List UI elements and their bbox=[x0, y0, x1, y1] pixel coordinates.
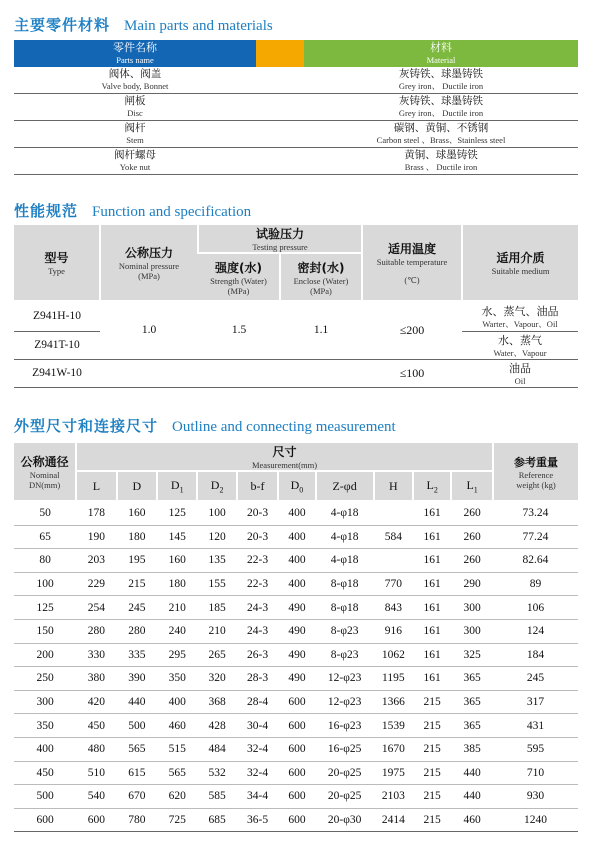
type-cell: Z941T-10 bbox=[14, 331, 100, 359]
table-cell: 20-3 bbox=[237, 501, 278, 525]
table-cell: 20-3 bbox=[237, 525, 278, 549]
title-zh: 外型尺寸和连接尺寸 bbox=[14, 417, 159, 435]
table-cell: 34-4 bbox=[237, 785, 278, 809]
header-parts-en: Parts name bbox=[116, 55, 154, 65]
part-name-zh: 阀杆 bbox=[124, 122, 146, 134]
table-cell: 480 bbox=[76, 737, 116, 761]
table-cell bbox=[374, 549, 413, 573]
table-cell: 400 bbox=[278, 572, 315, 596]
table-cell: 20-φ25 bbox=[316, 761, 374, 785]
table-cell: 260 bbox=[451, 501, 493, 525]
table-cell: 180 bbox=[157, 572, 197, 596]
table-cell: 335 bbox=[117, 643, 157, 667]
table-cell: 484 bbox=[197, 737, 236, 761]
table-cell: 584 bbox=[374, 525, 413, 549]
table-cell: 16-φ25 bbox=[316, 737, 374, 761]
table-cell: 28-3 bbox=[237, 667, 278, 691]
temperature-cell: ≤200 bbox=[362, 301, 462, 359]
table-cell: 4-φ18 bbox=[316, 549, 374, 573]
materials-table bbox=[14, 40, 578, 175]
section-title-dimensions bbox=[14, 415, 396, 436]
enclose-cell: 1.1 bbox=[280, 301, 362, 359]
table-cell: 203 bbox=[76, 549, 116, 573]
header-dn: 公称通径 Nominal DN(mm) bbox=[14, 443, 76, 501]
table-cell: 89 bbox=[493, 572, 578, 596]
table-cell: 930 bbox=[493, 785, 578, 809]
header-measurement: 尺寸 Measurement(mm) bbox=[76, 443, 493, 471]
table-cell: 1195 bbox=[374, 667, 413, 691]
table-row bbox=[14, 667, 578, 691]
table-cell: 1539 bbox=[374, 714, 413, 738]
table-cell bbox=[374, 501, 413, 525]
table-cell: 400 bbox=[278, 525, 315, 549]
table-cell: 600 bbox=[278, 714, 315, 738]
header-material-en: Material bbox=[426, 55, 456, 65]
table-cell: 385 bbox=[451, 737, 493, 761]
table-cell: 65 bbox=[14, 525, 76, 549]
table-cell: 150 bbox=[14, 619, 76, 643]
header-material-zh: 材料 bbox=[430, 41, 452, 54]
table-cell: 195 bbox=[117, 549, 157, 573]
table-cell: 600 bbox=[278, 761, 315, 785]
header-testing-pressure: 试验压力 Testing pressure bbox=[198, 225, 362, 253]
dimensions-table bbox=[14, 443, 578, 832]
table-cell: 8-φ18 bbox=[316, 596, 374, 620]
part-name-en: Yoke nut bbox=[119, 162, 151, 172]
table-row bbox=[14, 643, 578, 667]
title-zh: 性能规范 bbox=[14, 202, 79, 220]
table-cell: 185 bbox=[197, 596, 236, 620]
table-cell: 265 bbox=[197, 643, 236, 667]
table-cell: 210 bbox=[157, 596, 197, 620]
table-cell: 82.64 bbox=[493, 549, 578, 573]
table-cell: 250 bbox=[14, 667, 76, 691]
table-cell: 600 bbox=[76, 808, 116, 832]
table-cell: 22-3 bbox=[237, 572, 278, 596]
table-row bbox=[14, 572, 578, 596]
materials-row bbox=[14, 148, 578, 175]
column-header: b-f bbox=[237, 471, 278, 501]
table-cell: 145 bbox=[157, 525, 197, 549]
material-zh: 碳钢、黄铜、不锈钢 bbox=[393, 122, 489, 134]
table-cell: 490 bbox=[278, 667, 315, 691]
title-en: Function and specification bbox=[92, 204, 252, 220]
table-cell: 565 bbox=[157, 761, 197, 785]
table-row bbox=[14, 596, 578, 620]
part-name-zh: 闸板 bbox=[124, 95, 146, 107]
table-cell: 24-3 bbox=[237, 619, 278, 643]
table-cell: 155 bbox=[197, 572, 236, 596]
table-cell: 400 bbox=[278, 501, 315, 525]
header-temperature: 适用温度 Suitable temperature (℃) bbox=[362, 225, 462, 301]
table-cell: 350 bbox=[157, 667, 197, 691]
table-cell: 390 bbox=[117, 667, 157, 691]
materials-row bbox=[14, 67, 578, 94]
table-cell: 600 bbox=[278, 690, 315, 714]
table-cell: 490 bbox=[278, 643, 315, 667]
table-cell: 540 bbox=[76, 785, 116, 809]
table-cell: 420 bbox=[76, 690, 116, 714]
table-cell: 215 bbox=[413, 808, 451, 832]
title-zh: 主要零件材料 bbox=[14, 16, 111, 34]
header-accent-block bbox=[256, 40, 304, 67]
table-cell: 80 bbox=[14, 549, 76, 573]
table-cell: 295 bbox=[157, 643, 197, 667]
medium-cell: 水、蒸气 Water、Vapour bbox=[462, 331, 578, 359]
table-cell: 4-φ18 bbox=[316, 501, 374, 525]
table-cell: 240 bbox=[157, 619, 197, 643]
header-nominal-pressure: 公称压力 Nominal pressure (MPa) bbox=[100, 225, 198, 301]
table-cell: 725 bbox=[157, 808, 197, 832]
table-cell: 20-φ30 bbox=[316, 808, 374, 832]
table-cell: 30-4 bbox=[237, 714, 278, 738]
table-cell: 32-4 bbox=[237, 737, 278, 761]
table-cell: 450 bbox=[14, 761, 76, 785]
table-cell: 290 bbox=[451, 572, 493, 596]
header-parts-zh: 零件名称 bbox=[113, 41, 157, 54]
material-en: Brass 、 Ductile iron bbox=[404, 162, 478, 172]
table-cell: 215 bbox=[413, 785, 451, 809]
table-cell: 350 bbox=[14, 714, 76, 738]
type-cell: Z941W-10 bbox=[14, 359, 100, 387]
table-cell: 184 bbox=[493, 643, 578, 667]
table-cell: 190 bbox=[76, 525, 116, 549]
table-row bbox=[14, 690, 578, 714]
table-cell: 50 bbox=[14, 501, 76, 525]
table-cell: 490 bbox=[278, 619, 315, 643]
medium-cell: 油品 Oil bbox=[462, 359, 578, 387]
material-en: Carbon steel 、Brass、Stainless steel bbox=[376, 135, 506, 145]
table-cell: 210 bbox=[197, 619, 236, 643]
table-row bbox=[14, 714, 578, 738]
table-cell: 100 bbox=[197, 501, 236, 525]
table-cell: 1670 bbox=[374, 737, 413, 761]
table-cell: 500 bbox=[14, 785, 76, 809]
table-row bbox=[14, 737, 578, 761]
table-cell: 160 bbox=[117, 501, 157, 525]
table-cell: 380 bbox=[76, 667, 116, 691]
column-header: L bbox=[76, 471, 116, 501]
table-cell: 595 bbox=[493, 737, 578, 761]
table-cell: 125 bbox=[14, 596, 76, 620]
table-cell: 400 bbox=[278, 549, 315, 573]
table-cell: 600 bbox=[14, 808, 76, 832]
column-header: $D_0$ bbox=[278, 471, 315, 501]
table-cell: 320 bbox=[197, 667, 236, 691]
section-title-materials bbox=[14, 14, 273, 35]
materials-row bbox=[14, 94, 578, 121]
table-cell: 440 bbox=[117, 690, 157, 714]
table-cell: 73.24 bbox=[493, 501, 578, 525]
table-cell: 125 bbox=[157, 501, 197, 525]
table-cell: 200 bbox=[14, 643, 76, 667]
table-row bbox=[14, 525, 578, 549]
table-cell: 161 bbox=[413, 643, 451, 667]
table-cell: 4-φ18 bbox=[316, 525, 374, 549]
table-cell: 916 bbox=[374, 619, 413, 643]
table-cell: 670 bbox=[117, 785, 157, 809]
table-cell: 124 bbox=[493, 619, 578, 643]
header-medium: 适用介质 Suitable medium bbox=[462, 225, 578, 301]
table-cell: 16-φ23 bbox=[316, 714, 374, 738]
table-cell: 178 bbox=[76, 501, 116, 525]
material-zh: 黄铜、球墨铸铁 bbox=[404, 149, 478, 161]
table-cell: 120 bbox=[197, 525, 236, 549]
table-cell: 161 bbox=[413, 619, 451, 643]
section-title-specification bbox=[14, 200, 251, 221]
medium-cell: 水、蒸气、油品 Warter、Vapour、Oil bbox=[462, 301, 578, 331]
table-row bbox=[14, 808, 578, 832]
table-cell: 245 bbox=[117, 596, 157, 620]
table-cell: 26-3 bbox=[237, 643, 278, 667]
table-cell: 8-φ23 bbox=[316, 643, 374, 667]
table-cell: 215 bbox=[413, 761, 451, 785]
table-cell: 460 bbox=[451, 808, 493, 832]
table-cell: 440 bbox=[451, 761, 493, 785]
table-cell: 161 bbox=[413, 596, 451, 620]
specification-table bbox=[14, 225, 578, 388]
table-cell: 2414 bbox=[374, 808, 413, 832]
table-cell: 770 bbox=[374, 572, 413, 596]
table-row bbox=[14, 761, 578, 785]
table-cell: 215 bbox=[413, 714, 451, 738]
table-cell: 515 bbox=[157, 737, 197, 761]
table-cell: 620 bbox=[157, 785, 197, 809]
table-cell: 12-φ23 bbox=[316, 690, 374, 714]
header-enclose: 密封(水) Enclose (Water) (MPa) bbox=[280, 253, 362, 301]
table-cell: 843 bbox=[374, 596, 413, 620]
column-header: $D_1$ bbox=[157, 471, 197, 501]
table-cell: 28-4 bbox=[237, 690, 278, 714]
part-name-zh: 阀体、阀盖 bbox=[108, 68, 162, 80]
strength-cell: 1.5 bbox=[198, 301, 280, 359]
table-cell: 2103 bbox=[374, 785, 413, 809]
title-en: Outline and connecting measurement bbox=[172, 419, 396, 435]
table-cell: 100 bbox=[14, 572, 76, 596]
nominal-pressure-cell: 1.0 bbox=[100, 301, 198, 359]
part-name-en: Disc bbox=[127, 108, 143, 118]
table-cell: 685 bbox=[197, 808, 236, 832]
table-cell: 330 bbox=[76, 643, 116, 667]
table-cell: 161 bbox=[413, 572, 451, 596]
table-cell: 500 bbox=[117, 714, 157, 738]
table-cell: 1240 bbox=[493, 808, 578, 832]
table-cell: 280 bbox=[117, 619, 157, 643]
table-cell: 510 bbox=[76, 761, 116, 785]
table-cell: 780 bbox=[117, 808, 157, 832]
temperature-cell: ≤100 bbox=[362, 359, 462, 387]
table-cell: 22-3 bbox=[237, 549, 278, 573]
table-cell: 300 bbox=[14, 690, 76, 714]
header-weight: 参考重量 Reference weight (kg) bbox=[493, 443, 578, 501]
table-cell: 532 bbox=[197, 761, 236, 785]
table-cell: 161 bbox=[413, 549, 451, 573]
table-cell: 160 bbox=[157, 549, 197, 573]
table-cell: 600 bbox=[278, 808, 315, 832]
table-cell: 106 bbox=[493, 596, 578, 620]
table-cell: 260 bbox=[451, 549, 493, 573]
table-cell: 615 bbox=[117, 761, 157, 785]
table-cell: 325 bbox=[451, 643, 493, 667]
table-cell: 400 bbox=[14, 737, 76, 761]
material-en: Grey iron、 Ductile iron bbox=[398, 81, 484, 91]
table-cell: 600 bbox=[278, 737, 315, 761]
table-cell: 215 bbox=[413, 737, 451, 761]
table-cell: 400 bbox=[157, 690, 197, 714]
table-cell: 32-4 bbox=[237, 761, 278, 785]
table-cell: 254 bbox=[76, 596, 116, 620]
table-cell: 300 bbox=[451, 619, 493, 643]
column-header: $D_2$ bbox=[197, 471, 236, 501]
part-name-en: Stem bbox=[126, 135, 144, 145]
table-cell: 300 bbox=[451, 596, 493, 620]
table-cell: 450 bbox=[76, 714, 116, 738]
header-type: 型号 Type bbox=[14, 225, 100, 301]
table-cell: 24-3 bbox=[237, 596, 278, 620]
table-cell: 36-5 bbox=[237, 808, 278, 832]
table-row bbox=[14, 501, 578, 525]
table-cell: 260 bbox=[451, 525, 493, 549]
table-cell: 280 bbox=[76, 619, 116, 643]
table-cell: 8-φ23 bbox=[316, 619, 374, 643]
table-cell: 365 bbox=[451, 667, 493, 691]
table-cell: 161 bbox=[413, 525, 451, 549]
material-zh: 灰铸铁、球墨铸铁 bbox=[399, 68, 483, 80]
table-cell: 245 bbox=[493, 667, 578, 691]
table-cell: 317 bbox=[493, 690, 578, 714]
table-cell: 365 bbox=[451, 714, 493, 738]
table-cell: 8-φ18 bbox=[316, 572, 374, 596]
part-name-zh: 阀杆螺母 bbox=[114, 149, 156, 161]
table-row bbox=[14, 549, 578, 573]
table-row bbox=[14, 619, 578, 643]
materials-row bbox=[14, 121, 578, 148]
table-cell: 12-φ23 bbox=[316, 667, 374, 691]
materials-header bbox=[14, 40, 578, 67]
column-header: $L_2$ bbox=[413, 471, 451, 501]
table-cell: 440 bbox=[451, 785, 493, 809]
table-cell: 710 bbox=[493, 761, 578, 785]
table-cell: 600 bbox=[278, 785, 315, 809]
table-row bbox=[14, 785, 578, 809]
column-header: D bbox=[117, 471, 157, 501]
table-cell: 229 bbox=[76, 572, 116, 596]
table-cell: 428 bbox=[197, 714, 236, 738]
table-cell: 1366 bbox=[374, 690, 413, 714]
table-cell: 77.24 bbox=[493, 525, 578, 549]
table-cell: 565 bbox=[117, 737, 157, 761]
table-cell: 20-φ25 bbox=[316, 785, 374, 809]
table-cell: 215 bbox=[413, 690, 451, 714]
table-cell: 1062 bbox=[374, 643, 413, 667]
material-zh: 灰铸铁、球墨铸铁 bbox=[399, 95, 483, 107]
title-en: Main parts and materials bbox=[124, 18, 273, 34]
type-cell: Z941H-10 bbox=[14, 301, 100, 331]
table-cell: 161 bbox=[413, 501, 451, 525]
material-en: Grey iron、 Ductile iron bbox=[398, 108, 484, 118]
table-cell: 585 bbox=[197, 785, 236, 809]
column-header: Z-φd bbox=[316, 471, 374, 501]
table-cell: 1975 bbox=[374, 761, 413, 785]
part-name-en: Valve body, Bonnet bbox=[101, 81, 169, 91]
column-header: H bbox=[374, 471, 413, 501]
column-header: $L_1$ bbox=[451, 471, 493, 501]
header-strength: 强度(水) Strength (Water) (MPa) bbox=[198, 253, 280, 301]
table-cell: 490 bbox=[278, 596, 315, 620]
table-cell: 180 bbox=[117, 525, 157, 549]
table-cell: 365 bbox=[451, 690, 493, 714]
table-cell: 215 bbox=[117, 572, 157, 596]
table-cell: 161 bbox=[413, 667, 451, 691]
table-cell: 460 bbox=[157, 714, 197, 738]
table-cell: 135 bbox=[197, 549, 236, 573]
table-cell: 368 bbox=[197, 690, 236, 714]
table-cell: 431 bbox=[493, 714, 578, 738]
